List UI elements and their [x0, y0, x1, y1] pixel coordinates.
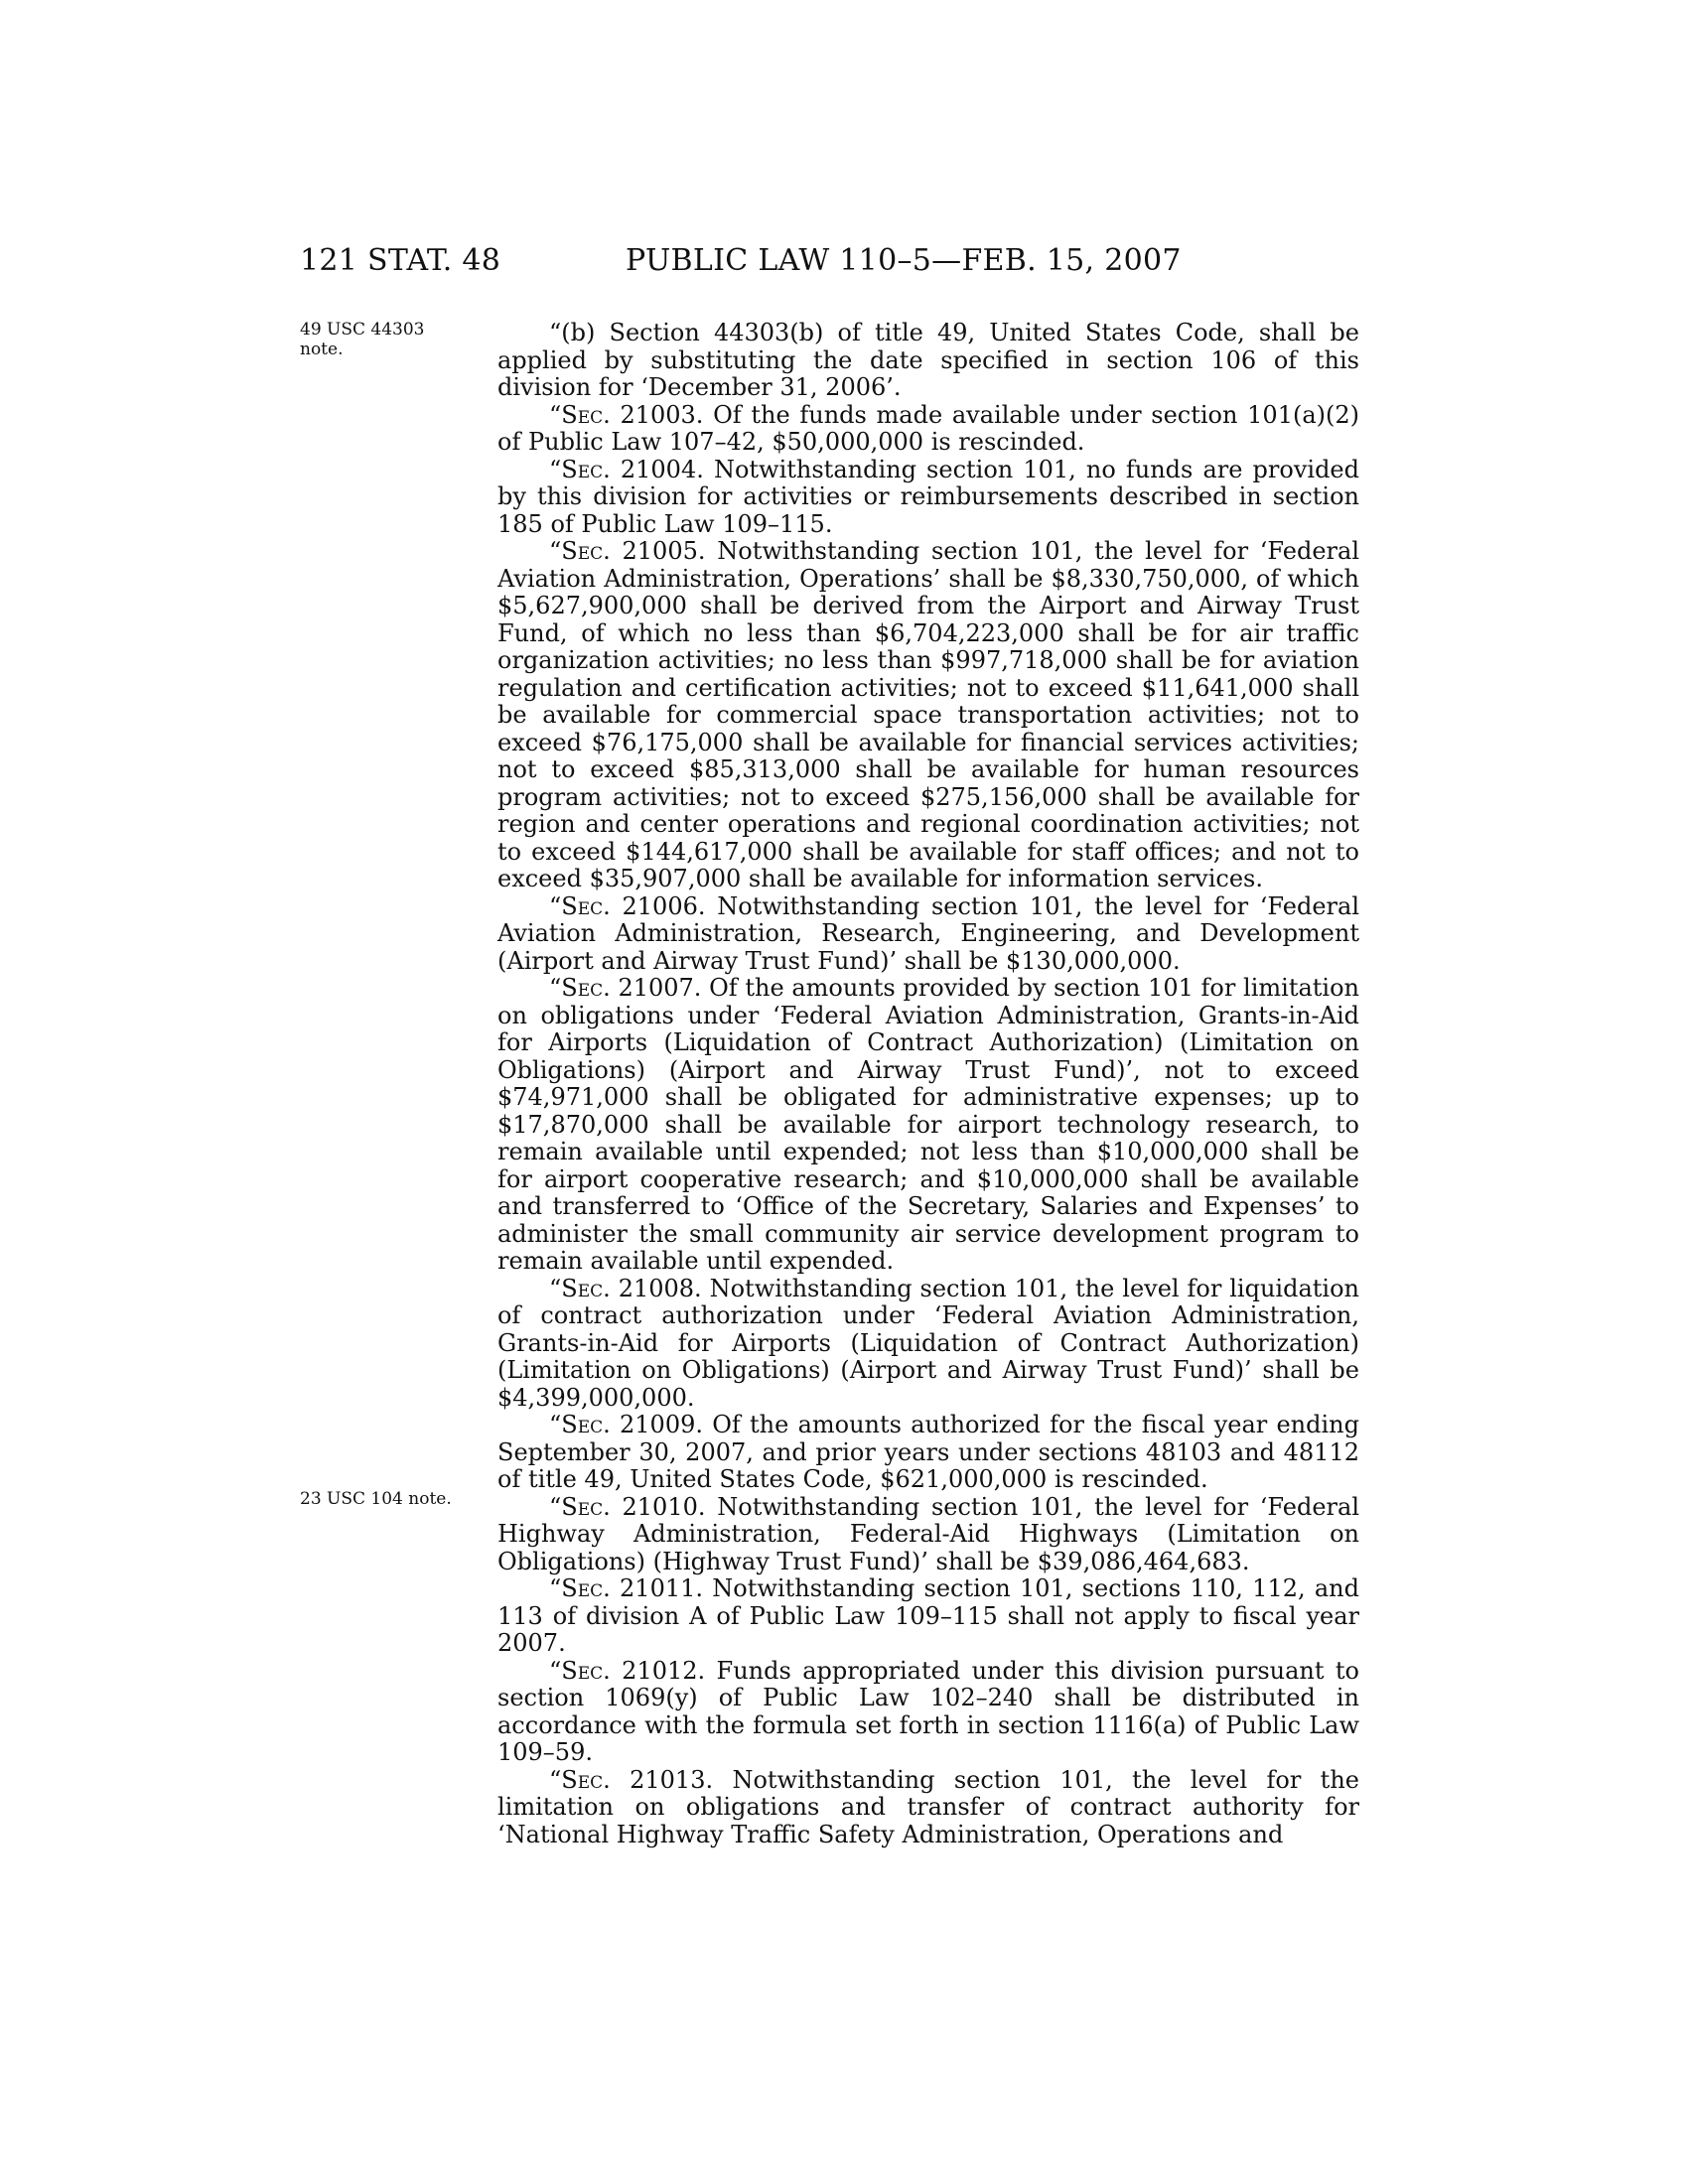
section-prefix: “Sec.: [549, 400, 611, 429]
paragraph-text: 21007. Of the amounts provided by section 101 for limitation on obligations under ‘Federal Aviation Administration, Grants-in-Aid for Airports (Liquidation of Contract Authorization) (Limitation on Obligations) (Airport and Airway Trust Fund)’, not to exceed $74,971,000 shall be obligated for administrative expenses; up to $17,870,000 shall be available for airport technology research, to remain available until expended; not less than $10,000,000 shall be for airport cooperative research; and $10,000,000 shall be available and transferred to ‘Office of the Secretary, Salaries and Expenses’ to administer the small community air service development program to remain available until expended.: [497, 974, 1359, 1275]
paragraph-sec-21012: [497, 1658, 1359, 1767]
section-prefix: “Sec.: [549, 1574, 611, 1602]
paragraph-sec-21011: [497, 1575, 1359, 1658]
paragraph-text: 21005. Notwithstanding section 101, the level for ‘Federal Aviation Administration, Operations’ shall be $8,330,750,000, of which $5,627,900,000 shall be derived from the Airport and Airway Trust Fund, of which no less than $6,704,223,000 shall be for air traffic organization activities; no less than $997,718,000 shall be for aviation regulation and certification activities; not to exceed $11,641,000 shall be available for commercial space transportation activities; not to exceed $76,175,000 shall be available for financial services activities; not to exceed $85,313,000 shall be available for human resources program activities; not to exceed $275,156,000 shall be available for region and center operations and regional coordination activities; not to exceed $144,617,000 shall be available for staff offices; and not to exceed $35,907,000 shall be available for information services.: [497, 537, 1359, 892]
paragraph-section-44303b: [497, 320, 1359, 402]
statute-citation: 121 STAT. 48: [300, 243, 501, 278]
margin-note-line: note.: [300, 340, 344, 359]
paragraph-text: 21012. Funds appropriated under this division pursuant to section 1069(y) of Public Law 102–240 shall be distributed in accordance with the formula set forth in section 1116(a) of Public Law 109–59.: [497, 1656, 1359, 1766]
paragraph-text: 21003. Of the funds made available under section 101(a)(2) of Public Law 107–42, $50,000,000 is rescinded.: [497, 400, 1359, 456]
page-header: [0, 243, 1688, 283]
paragraph-sec-21009: [497, 1412, 1359, 1494]
paragraph-text: 21010. Notwithstanding section 101, the level for ‘Federal Highway Administration, Federal-Aid Highways (Limitation on Obligations) (Highway Trust Fund)’ shall be $39,086,464,683.: [497, 1492, 1359, 1575]
paragraph-text: 21004. Notwithstanding section 101, no funds are provided by this division for activities or reimbursements described in section 185 of Public Law 109–115.: [497, 455, 1359, 538]
section-prefix: “Sec.: [549, 974, 611, 1002]
paragraph-text: 21008. Notwithstanding section 101, the level for liquidation of contract authorization under ‘Federal Aviation Administration, Grants-in-Aid for Airports (Liquidation of Contract Authorization) (Limitation on Obligations) (Airport and Airway Trust Fund)’ shall be $4,399,000,000.: [497, 1274, 1359, 1412]
body-text: [497, 320, 1359, 1848]
section-prefix: “Sec.: [549, 455, 611, 483]
paragraph-sec-21008: [497, 1276, 1359, 1413]
running-head: PUBLIC LAW 110–5—FEB. 15, 2007: [626, 243, 1182, 278]
section-prefix: “Sec.: [549, 1765, 611, 1794]
paragraph-sec-21007: [497, 975, 1359, 1276]
section-prefix: “Sec.: [549, 891, 611, 920]
margin-note-line: 49 USC 44303: [300, 320, 425, 340]
margin-note-49-usc-44303: [300, 320, 469, 359]
section-prefix: “Sec.: [549, 537, 611, 565]
paragraph-sec-21003: [497, 402, 1359, 457]
paragraph-text: 21013. Notwithstanding section 101, the level for the limitation on obligations and transfer of contract authority for ‘National Highway Traffic Safety Administration, Operations and: [497, 1765, 1359, 1848]
section-prefix: “Sec.: [549, 1492, 611, 1521]
paragraph-sec-21005: [497, 538, 1359, 893]
paragraph-text: “(b) Section 44303(b) of title 49, United States Code, shall be applied by substituting the date specified in section 106 of this division for ‘December 31, 2006’.: [497, 319, 1359, 401]
paragraph-sec-21010: [497, 1494, 1359, 1576]
margin-note-23-usc-104: [300, 1489, 469, 1509]
paragraph-text: 21011. Notwithstanding section 101, sections 110, 112, and 113 of division A of Public Law 109–115 shall not apply to fiscal year 2007.: [497, 1574, 1359, 1657]
paragraph-sec-21006: [497, 893, 1359, 976]
section-prefix: “Sec.: [549, 1274, 611, 1302]
section-prefix: “Sec.: [549, 1656, 611, 1685]
paragraph-sec-21013: [497, 1767, 1359, 1849]
paragraph-text: 21009. Of the amounts authorized for the fiscal year ending September 30, 2007, and prior years under sections 48103 and 48112 of title 49, United States Code, $621,000,000 is rescinded.: [497, 1411, 1359, 1493]
margin-note-line: 23 USC 104 note.: [300, 1489, 452, 1509]
paragraph-sec-21004: [497, 457, 1359, 539]
paragraph-text: 21006. Notwithstanding section 101, the level for ‘Federal Aviation Administration, Research, Engineering, and Development (Airport and Airway Trust Fund)’ shall be $130,000,000.: [497, 891, 1359, 975]
section-prefix: “Sec.: [549, 1411, 611, 1438]
